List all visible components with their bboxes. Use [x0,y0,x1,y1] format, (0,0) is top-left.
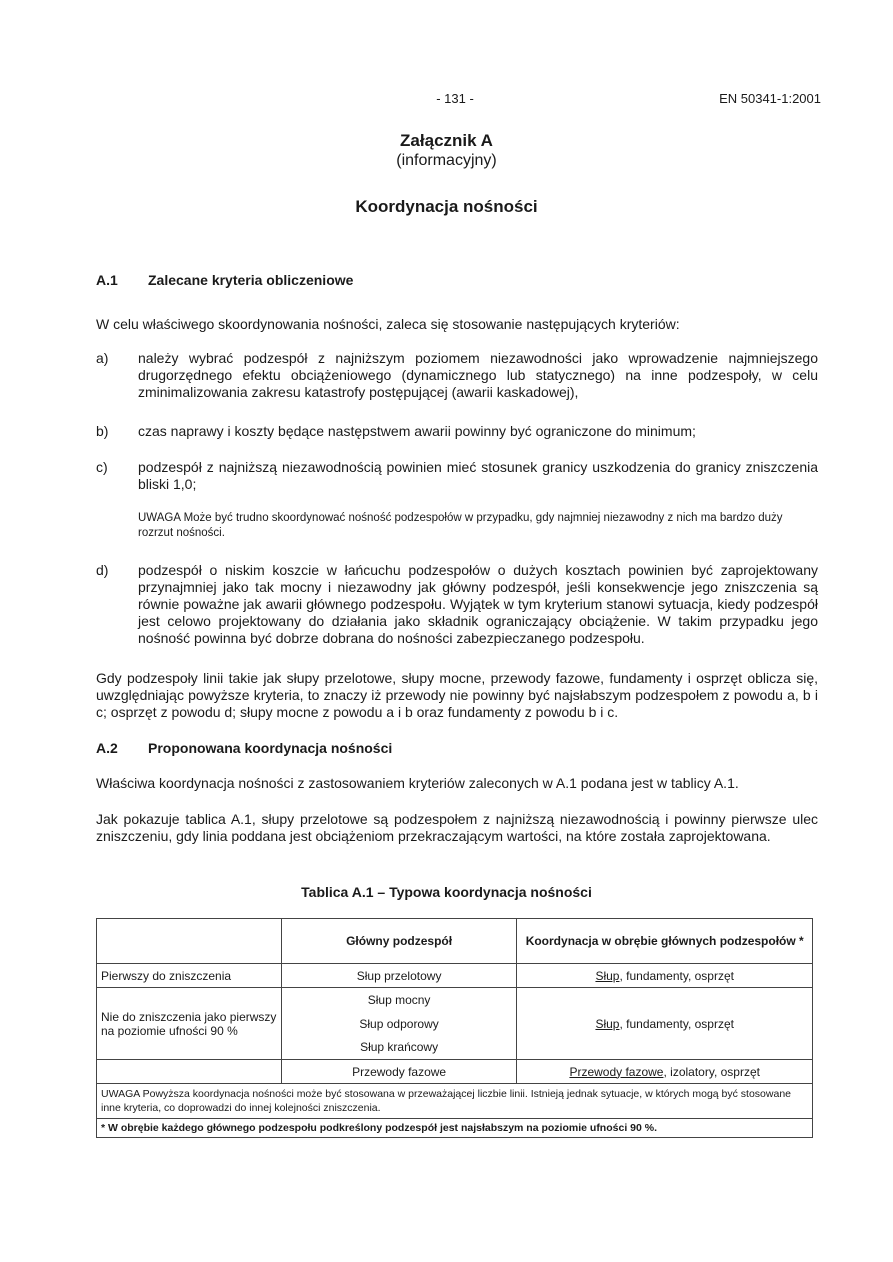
table-footnote: * W obrębie każdego głównego podzespołu podkreślony podzespół jest najsłabszym na poziomie ufności 90 %. [97,1119,813,1138]
row2-component-3: Słup krańcowy [281,1036,517,1060]
note-a1: UWAGA Może być trudno skoordynować nośność podzespołów w przypadku, gdy najmniej niezawodny z nich ma bardzo duży rozrzut nośności. [138,512,783,539]
row1-coord-rest: , fundamenty, osprzęt [619,968,734,983]
section-a2-title: Proponowana koordynacja nośności [148,740,393,756]
item-label-b: b) [96,423,109,439]
section-a2-para2: Jak pokazuje tablica A.1, słupy przelotowe są podzespołem z najniższą niezawodnością i powinny pierwsze ulec zniszczeniu, gdy linia poddana jest obciążeniom przekraczającym wartości, na które została zaprojektowana. [96,811,818,844]
table-header-coordination: Koordynacja w obrębie głównych podzespołów * [517,919,813,964]
section-a1-intro: W celu właściwego skoordynowania nośności, zaleca się stosowanie następujących kryteriów: [96,316,680,332]
row2-weakest: Słup [595,1016,620,1031]
item-label-c: c) [96,459,108,475]
table-note: UWAGA Powyższa koordynacja nośności może być stosowana w przeważającej liczbie linii. Istnieją jednak sytuacje, w których mogą być stosowane inne kryteria, co doprowadzi do innej kolejności zniszczenia. [97,1084,813,1119]
row3-component: Przewody fazowe [281,1060,517,1084]
table-header-empty [97,919,282,964]
annex-title: Załącznik A [400,131,493,150]
table-row [97,1060,813,1084]
standard-reference: EN 50341-1:2001 [719,91,821,106]
item-text-b: czas naprawy i koszty będące następstwem awarii powinny być ograniczone do minimum; [138,423,696,439]
item-text-d: podzespół o niskim koszcie w łańcuchu podzespołów o dużych kosztach powinien być zaprojektowany przynajmniej jako tak mocny i niezawodny jak główny podzespół, jeśli konsekwencje jego zniszczenia są równie poważne jak awarii głównego podzespołu. Wyjątek w tym kryterium stanowi sytuacja, kiedy podzespół jest celowo projektowany do działania jako składnik ograniczający obciążenie. W takim przypadku jego nośność powinna być dobrze dobrana do nośności zabezpieczanego podzespołu. [138,562,818,646]
coordination-table [96,918,813,1138]
table-caption: Tablica A.1 – Typowa koordynacja nośności [301,884,592,900]
annex-subtitle: (informacyjny) [396,152,497,169]
item-text-c: podzespół z najniższą niezawodnością powinien mieć stosunek granicy uszkodzenia do granicy zniszczenia bliski 1,0; [138,459,818,492]
section-a1-number: A.1 [96,272,118,288]
table-note-row [97,1084,813,1119]
row3-coord-rest: , izolatory, osprzęt [663,1064,760,1079]
row2-label: Nie do zniszczenia jako pierwszy na poziomie ufności 90 % [97,988,282,1060]
section-a1-closing: Gdy podzespoły linii takie jak słupy przelotowe, słupy mocne, przewody fazowe, fundamenty i osprzęt oblicza się, uwzględniając powyższe kryteria, to znaczy iż przewody nie powinny być najsłabszym podzespołem z powodu a, b i c; osprzęt z powodu d; słupy mocne z powodu a i b oraz fundamenty z powodu b i c. [96,670,818,720]
item-label-d: d) [96,562,109,578]
page-number: - 131 - [436,91,474,106]
row3-label-empty [97,1060,282,1084]
row1-label: Pierwszy do zniszczenia [97,964,282,988]
row3-weakest: Przewody fazowe [569,1064,664,1079]
item-label-a: a) [96,350,109,366]
item-text-a: należy wybrać podzespół z najniższym poziomem niezawodności jako wprowadzenie najmniejszego drugorzędnego efektu obciążeniowego (dynamicznego lub statycznego) na inne podzespoły, w celu zminimalizowania zakresu katastrofy postępującej (awarii kaskadowej), [138,350,818,400]
table-header-row [97,919,813,964]
row2-component-1: Słup mocny [281,988,517,1012]
table-row [97,988,813,1012]
row2-component-2: Słup odporowy [281,1012,517,1036]
row2-coord-rest: , fundamenty, osprzęt [619,1016,734,1031]
main-title: Koordynacja nośności [355,197,538,216]
row2-coordination [517,988,813,1060]
row3-coordination [517,1060,813,1084]
table-row [97,964,813,988]
table-header-component: Główny podzespół [281,919,517,964]
row1-coordination [517,964,813,988]
section-a1-title: Zalecane kryteria obliczeniowe [148,272,354,288]
row1-weakest: Słup [595,968,620,983]
row1-component: Słup przelotowy [281,964,517,988]
section-a2-number: A.2 [96,740,118,756]
section-a2-para1: Właściwa koordynacja nośności z zastosowaniem kryteriów zaleconych w A.1 podana jest w tablicy A.1. [96,775,739,791]
table-footnote-row [97,1119,813,1138]
